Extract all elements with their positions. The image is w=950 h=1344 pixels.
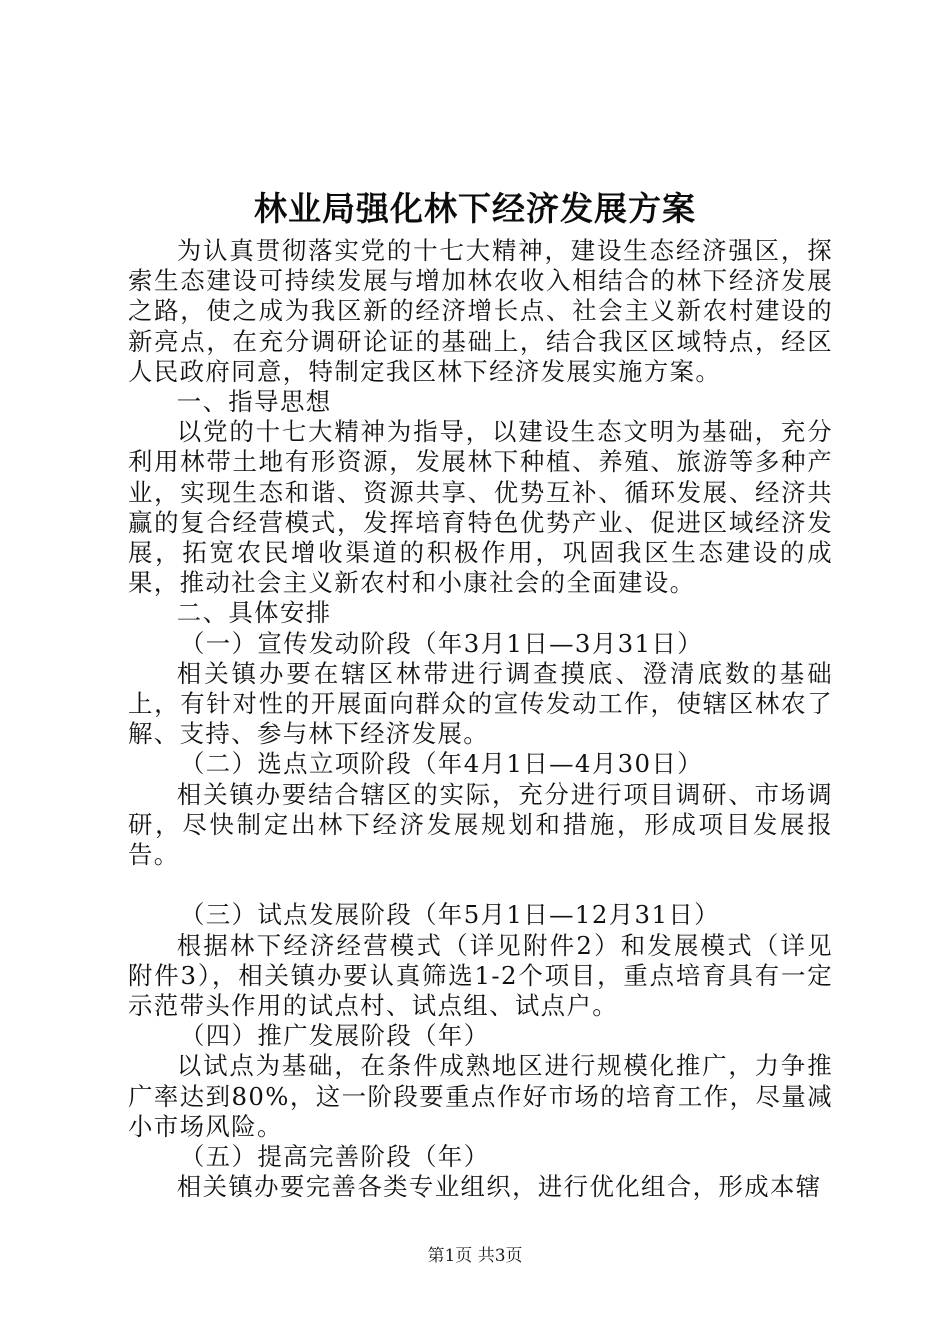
page-footer: 第1页 共3页 [427, 1246, 523, 1266]
stage-4-text: 以试点为基础，在条件成熟地区进行规模化推广，力争推广率达到80%，这一阶段要重点作好市场的培育工作，尽量减小市场风险。 [128, 1051, 833, 1141]
stage-3-text: 根据林下经济经营模式（详见附件2）和发展模式（详见附件3），相关镇办要认真筛选1-2个项目，重点培育具有一定示范带头作用的试点村、试点组、试点户。 [128, 930, 833, 1021]
stage-5-title: （五）提高完善阶段（年） [180, 1142, 490, 1172]
document-title: 林业局强化林下经济发展方案 [254, 189, 696, 228]
section-heading-arrangement: 二、具体安排 [176, 598, 332, 628]
section-heading-guiding: 一、指导思想 [176, 387, 332, 417]
stage-3-title: （三）试点发展阶段（年5月1日—12月31日） [180, 900, 720, 930]
stage-2-text: 相关镇办要结合辖区的实际，充分进行项目调研、市场调研，尽快制定出林下经济发展规划和措施，形成项目发展报告。 [128, 779, 833, 870]
stage-5-text: 相关镇办要完善各类专业组织，进行优化组合，形成本辖 [176, 1172, 822, 1202]
blank-line [128, 870, 833, 900]
document-body [128, 236, 833, 1202]
stage-1-text: 相关镇办要在辖区林带进行调查摸底、澄清底数的基础上，有针对性的开展面向群众的宣传发动工作，使辖区林农了解、支持、参与林下经济发展。 [128, 658, 833, 749]
stage-4-title: （四）推广发展阶段（年） [180, 1021, 490, 1051]
stage-1-title: （一）宣传发动阶段（年3月1日—3月31日） [180, 628, 704, 658]
paragraph-intro: 为认真贯彻落实党的十七大精神，建设生态经济强区，探索生态建设可持续发展与增加林农收入相结合的林下经济发展之路，使之成为我区新的经济增长点、社会主义新农村建设的新亮点，在充分调研论证的基础上，结合我区区域特点，经区人民政府同意，特制定我区林下经济发展实施方案。 [128, 236, 833, 386]
paragraph-guiding: 以党的十七大精神为指导，以建设生态文明为基础，充分利用林带土地有形资源，发展林下种植、养殖、旅游等多种产业，实现生态和谐、资源共享、优势互补、循环发展、经济共赢的复合经营模式，发挥培育特色优势产业、促进区域经济发展，拓宽农民增收渠道的积极作用，巩固我区生态建设的成果，推动社会主义新农村和小康社会的全面建设。 [128, 417, 833, 598]
stage-2-title: （二）选点立项阶段（年4月1日—4月30日） [180, 749, 704, 779]
